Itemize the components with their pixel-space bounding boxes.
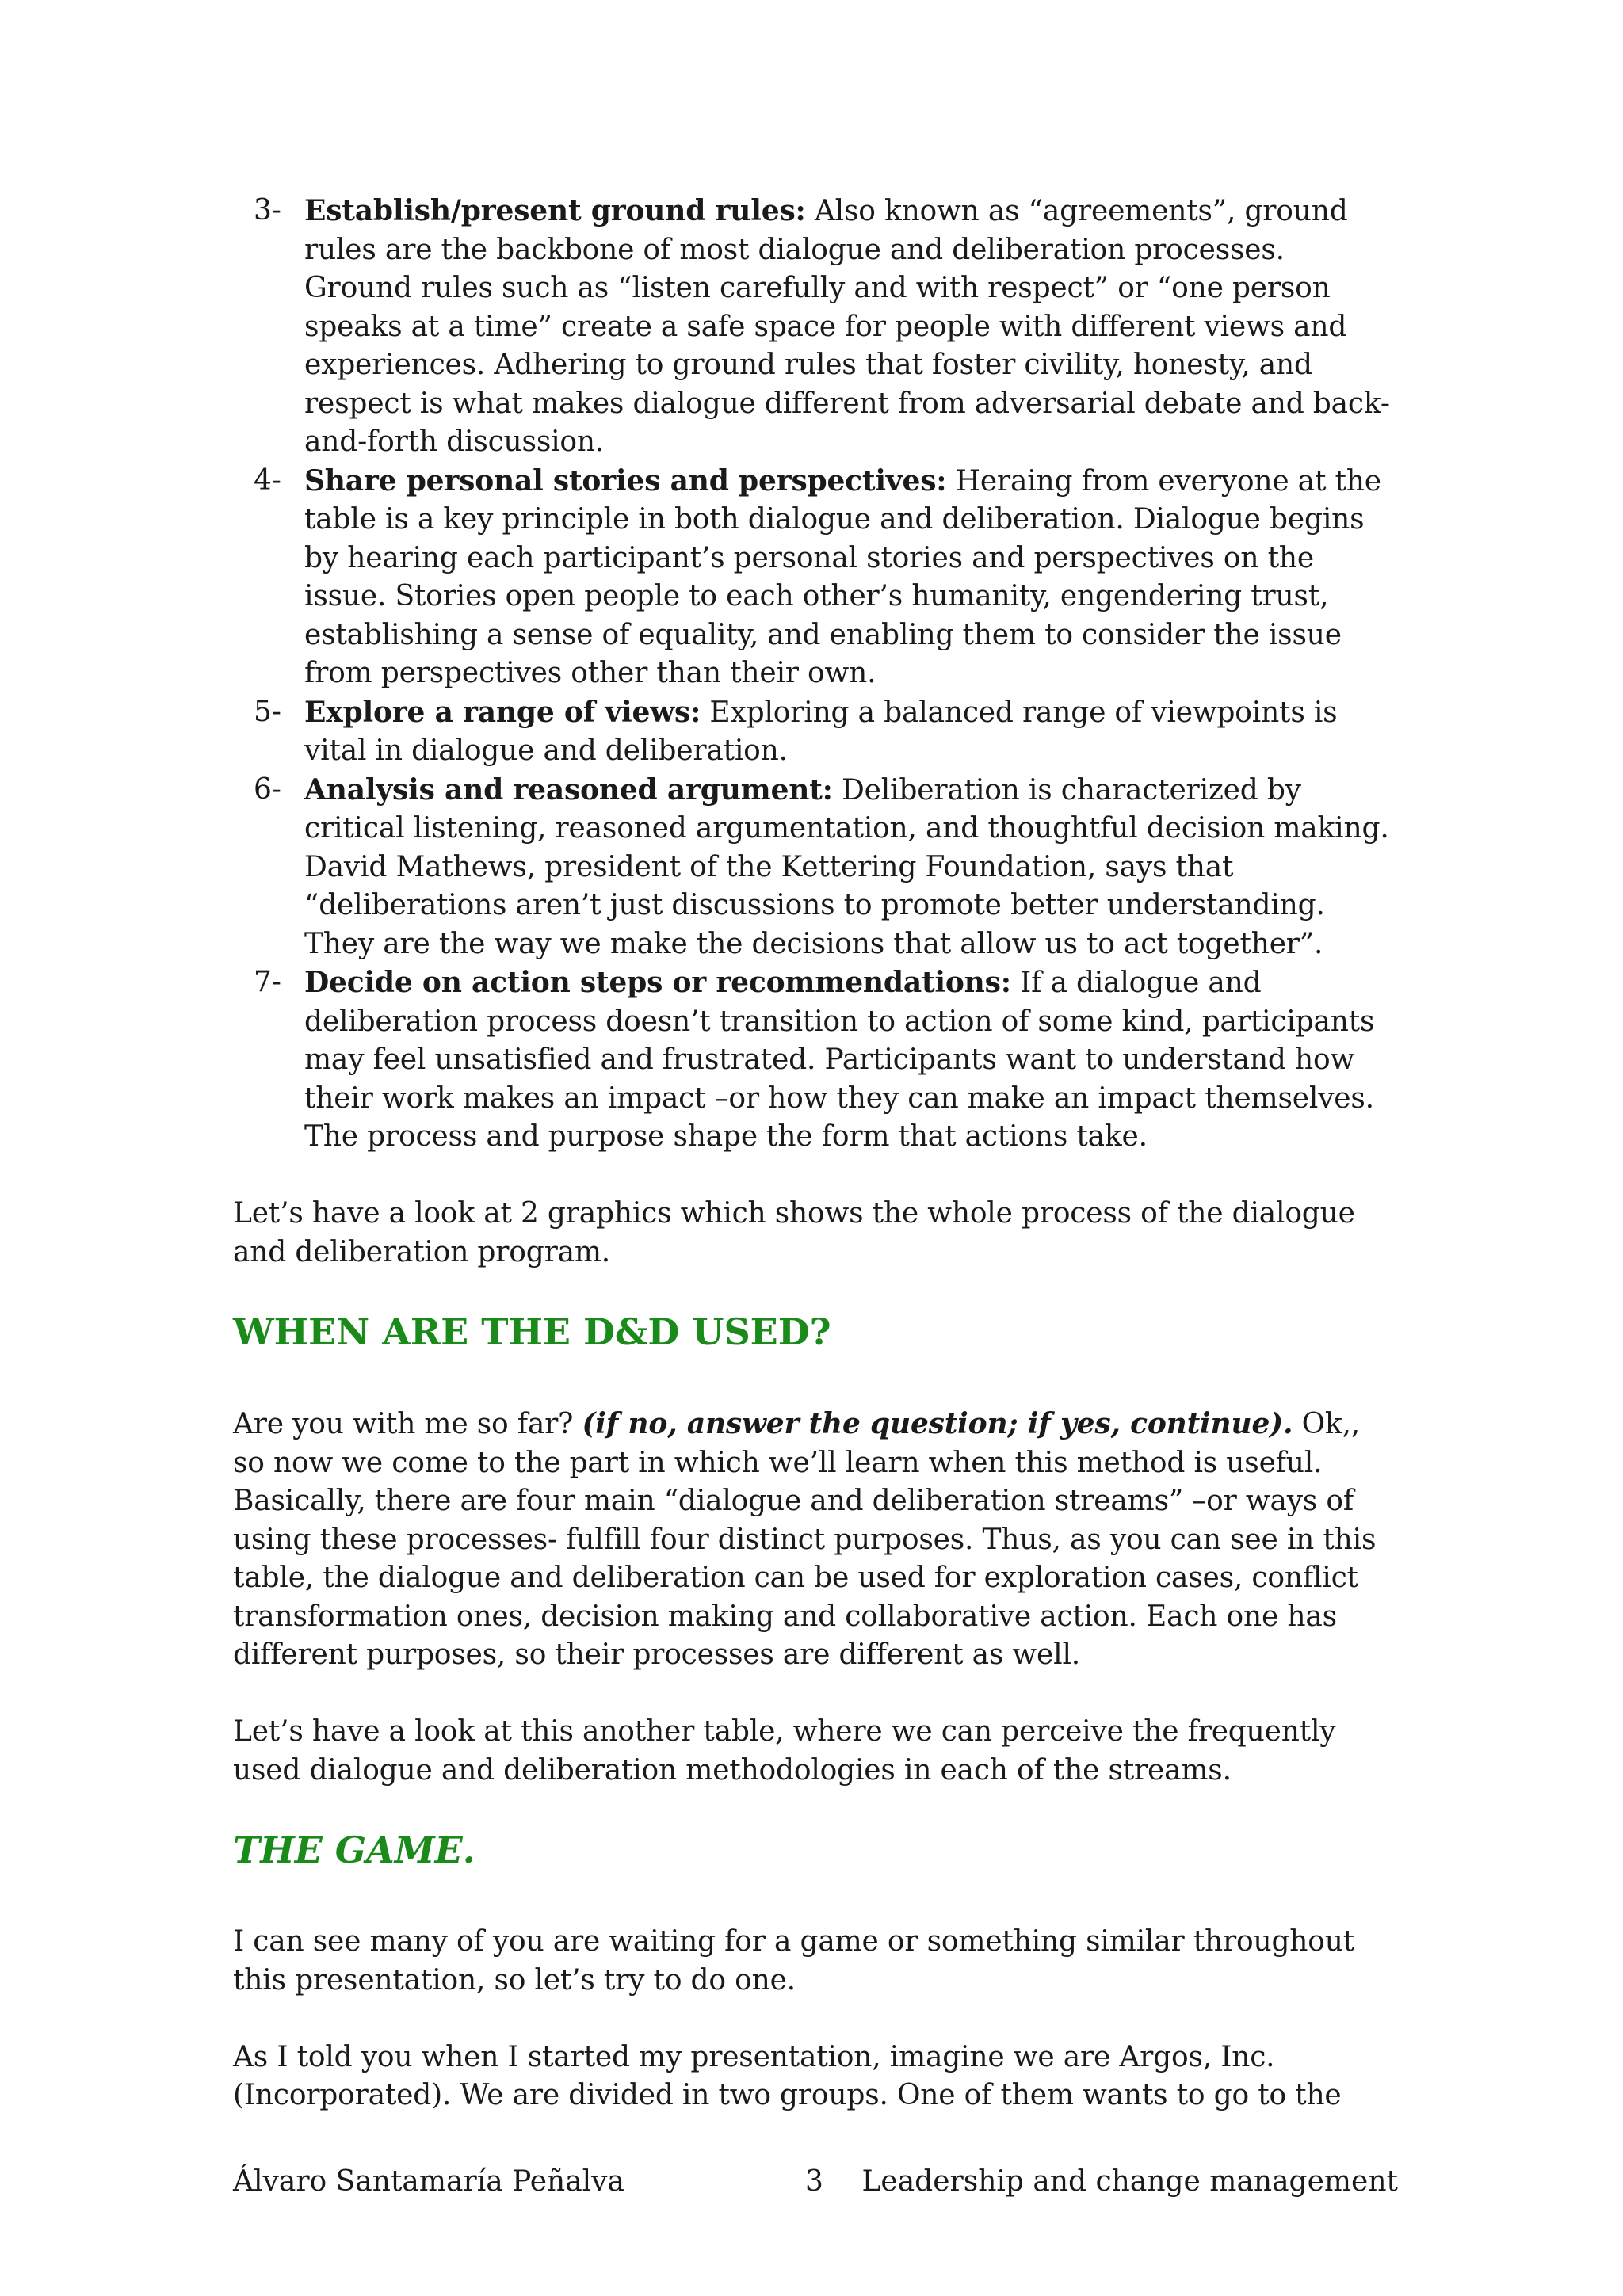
step-title: Establish/present ground rules: (304, 194, 806, 227)
list-item (233, 693, 1398, 771)
step-number: 3- (254, 194, 281, 227)
heading-the-game: THE GAME. (233, 1829, 475, 1871)
list-item (233, 963, 1398, 1157)
step-title: Explore a range of views: (304, 695, 701, 729)
paragraph-table: Let’s have a look at this another table, where we can perceive the frequently used dialogue and deliberation methodologies in each of the streams. (233, 1715, 1336, 1787)
paragraph-so-far (233, 1405, 1398, 1675)
step-title: Share personal stories and perspectives: (304, 463, 947, 498)
steps-list (233, 192, 1398, 1157)
step-text: Also known as “agreements”, ground rules are the backbone of most dialogue and deliberation processes. Ground rules such as “listen carefully and with respect” or “one person speaks at a time” create a safe space for people with different views and experiences. Adhering to ground rules that foster civility, honesty, and respect is what makes dialogue different from adversarial debate and back-and-forth discussion. (304, 195, 1390, 458)
step-number: 5- (254, 695, 281, 728)
step-text: If a dialogue and deliberation process doesn’t transition to action of some kind, participants may feel unsatisfied and frustrated. Participants want to understand how their work makes an impact –or how they can make an impact themselves. The process and purpose shape the form that actions take. (304, 967, 1375, 1153)
paragraph-so-far-emphasis: (if no, answer the question; if yes, continue). (582, 1407, 1293, 1440)
list-item (233, 462, 1398, 693)
paragraph-so-far-rest: Ok,, so now we come to the part in which we’ll learn when this method is useful. Basically, there are four main “dialogue and deliberation streams” –or ways of using these processes- fulfill four distinct purposes. Thus, as you can see in this table, the dialogue and deliberation can be used for exploration cases, conflict transformation ones, decision making and collaborative action. Each one has different purposes, so their processes are different as well. (233, 1408, 1377, 1671)
list-item (233, 771, 1398, 964)
footer-page-number: 3 (805, 2165, 823, 2198)
paragraph-argos: As I told you when I started my presentation, imagine we are Argos, Inc. (Incorporated). We are divided in two groups. One of them wants to go to the (233, 2040, 1342, 2111)
step-text: Deliberation is characterized by critical listening, reasoned argumentation, and thoughtful decision making. David Mathews, president of the Kettering Foundation, says that “deliberations aren’t just discussions to promote better understanding. They are the way we make the decisions that allow us to act together”. (304, 773, 1389, 960)
list-item (233, 192, 1398, 462)
step-number: 7- (254, 966, 281, 998)
step-number: 4- (254, 463, 281, 497)
page-footer (233, 2163, 1398, 2201)
step-text: Heraing from everyone at the table is a key principle in both dialogue and deliberation. Dialogue begins by hearing each participant’s personal stories and perspectives on the issue. Stories open people to each other’s humanity, engendering trust, establishing a sense of equality, and enabling them to consider the issue from perspectives other than their own. (304, 464, 1381, 689)
step-number: 6- (254, 772, 281, 806)
step-title: Analysis and reasoned argument: (304, 772, 833, 807)
heading-when-used: WHEN ARE THE D&D USED? (233, 1310, 831, 1353)
paragraph-graphics: Let’s have a look at 2 graphics which shows the whole process of the dialogue and deliberation program. (233, 1197, 1355, 1268)
step-text: Exploring a balanced range of viewpoints is vital in dialogue and deliberation. (304, 696, 1338, 767)
footer-course: Leadership and change management (861, 2165, 1398, 2198)
paragraph-game-intro: I can see many of you are waiting for a game or something similar throughout this presentation, so let’s try to do one. (233, 1925, 1355, 1997)
page-body (233, 192, 1398, 2115)
footer-author: Álvaro Santamaría Peñalva (233, 2165, 624, 2198)
paragraph-so-far-start: Are you with me so far? (233, 1408, 582, 1440)
step-title: Decide on action steps or recommendations: (304, 966, 1011, 999)
